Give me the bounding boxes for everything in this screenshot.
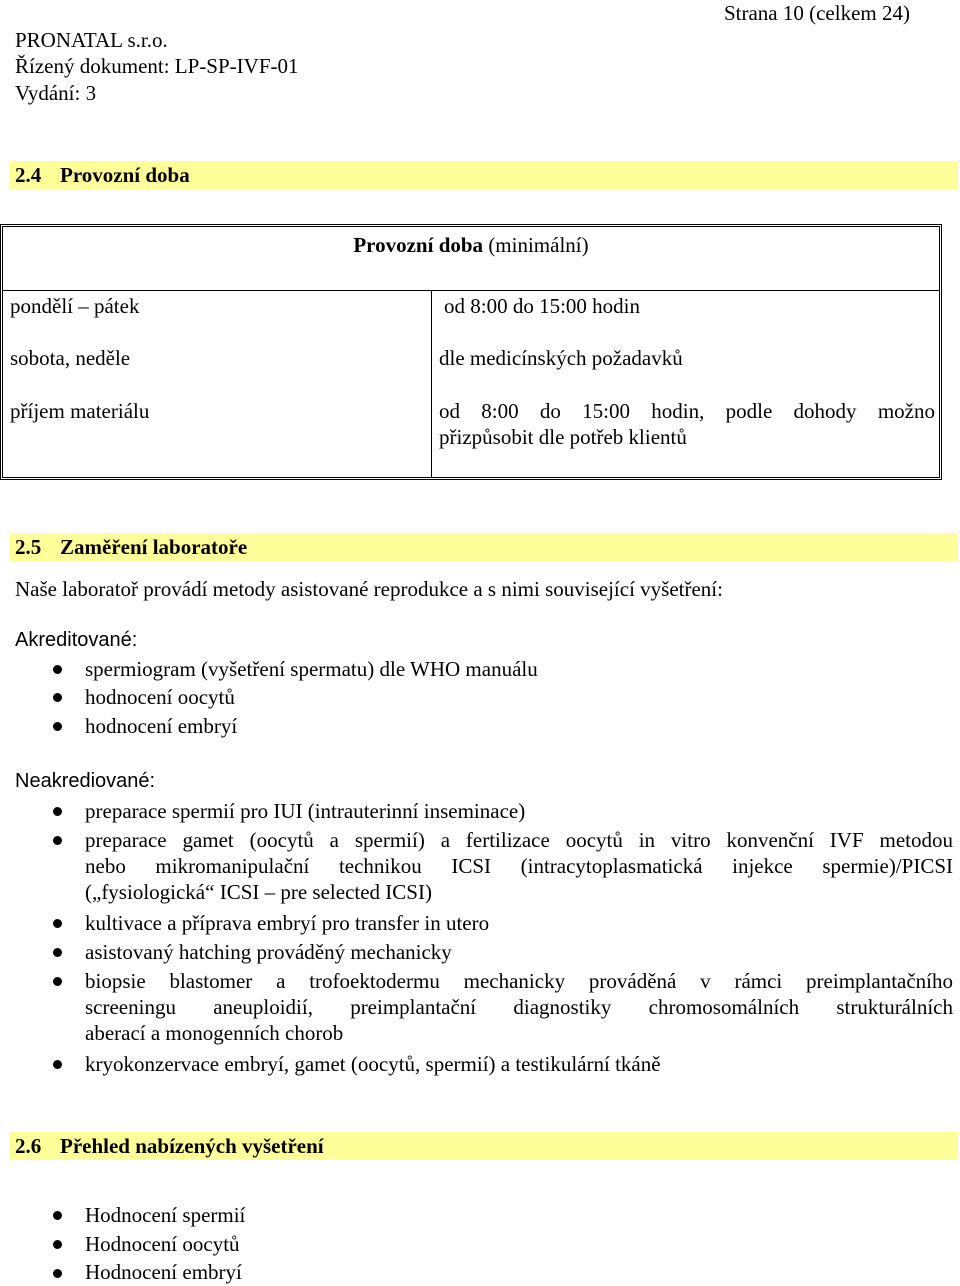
list-item: hodnocení oocytů	[85, 685, 235, 709]
row-value-line: od 8:00 do 15:00 hodin, podle dohody možno	[439, 399, 935, 423]
document-id: Řízený dokument: LP-SP-IVF-01	[15, 54, 299, 78]
list-item-line: nebo mikromanipulační technikou ICSI (intracytoplasmatická injekce spermie)/PICSI	[85, 854, 953, 878]
bullet-icon	[53, 977, 62, 986]
list-item	[85, 968, 953, 1046]
section-2-4-heading	[15, 161, 190, 189]
accredited-heading: Akreditované:	[15, 629, 138, 651]
list-item-line: biopsie blastomer a trofoektodermu mechanicky prováděná v rámci preimplantačního	[85, 969, 953, 993]
nonaccredited-heading: Neakrediované:	[15, 770, 156, 792]
list-item: preparace spermií pro IUI (intrauterinní inseminace)	[85, 799, 526, 823]
company-name: PRONATAL s.r.o.	[15, 28, 168, 52]
table-header-row	[3, 227, 939, 291]
list-item: Hodnocení oocytů	[85, 1232, 240, 1256]
list-item: Hodnocení spermií	[85, 1203, 246, 1227]
row-label: příjem materiálu	[10, 399, 150, 423]
list-item: kultivace a příprava embryí pro transfer in utero	[85, 911, 490, 935]
page-number: Strana 10 (celkem 24)	[723, 1, 910, 25]
row-value: od 8:00 do 15:00 hodin	[444, 294, 641, 318]
section-2-5-heading	[15, 533, 247, 561]
list-item: spermiogram (vyšetření spermatu) dle WHO manuálu	[85, 657, 538, 681]
bullet-icon	[53, 665, 62, 674]
bullet-icon	[53, 919, 62, 928]
bullet-icon	[53, 948, 62, 957]
table-title-bold: Provozní doba	[353, 233, 484, 257]
bullet-icon	[53, 1269, 62, 1278]
section-number: 2.5	[15, 535, 42, 559]
row-value-line: přizpůsobit dle potřeb klientů	[439, 425, 687, 449]
row-label: sobota, neděle	[10, 346, 131, 370]
section-2-6-heading	[15, 1132, 324, 1160]
bullet-icon	[53, 836, 62, 845]
section-intro: Naše laboratoř provádí metody asistované reprodukce a s nimi související vyšetření:	[15, 577, 723, 601]
list-item-line: preparace gamet (oocytů a spermií) a fertilizace oocytů in vitro konvenční IVF metodou	[85, 828, 953, 852]
bullet-icon	[53, 1211, 62, 1220]
list-item: kryokonzervace embryí, gamet (oocytů, spermií) a testikulární tkáně	[85, 1052, 661, 1076]
section-title: Zaměření laboratoře	[60, 535, 248, 559]
table-title	[3, 231, 939, 259]
section-number: 2.6	[15, 1134, 42, 1158]
section-number: 2.4	[15, 163, 42, 187]
bullet-icon	[53, 807, 62, 816]
table-column-divider	[431, 290, 432, 477]
list-item: Hodnocení embryí	[85, 1260, 242, 1284]
opening-hours-table	[0, 224, 942, 480]
bullet-icon	[53, 722, 62, 731]
list-item	[85, 827, 953, 905]
list-item: asistovaný hatching prováděný mechanicky	[85, 940, 452, 964]
list-item-line: aberací a monogenních chorob	[85, 1021, 344, 1045]
bullet-icon	[53, 693, 62, 702]
list-item-line: screeningu aneuploidií, preimplantační diagnostiky chromosomálních strukturálních	[85, 995, 953, 1019]
row-label: pondělí – pátek	[10, 294, 140, 318]
row-value: dle medicínských požadavků	[439, 346, 683, 370]
section-title: Provozní doba	[60, 163, 190, 187]
section-title: Přehled nabízených vyšetření	[60, 1134, 324, 1158]
bullet-icon	[53, 1240, 62, 1249]
row-value	[439, 398, 935, 450]
bullet-icon	[53, 1060, 62, 1069]
edition: Vydání: 3	[15, 81, 97, 105]
table-title-rest: (minimální)	[483, 233, 589, 257]
list-item: hodnocení embryí	[85, 714, 238, 738]
list-item-line: („fysiologická“ ICSI – pre selected ICSI)	[85, 880, 432, 904]
